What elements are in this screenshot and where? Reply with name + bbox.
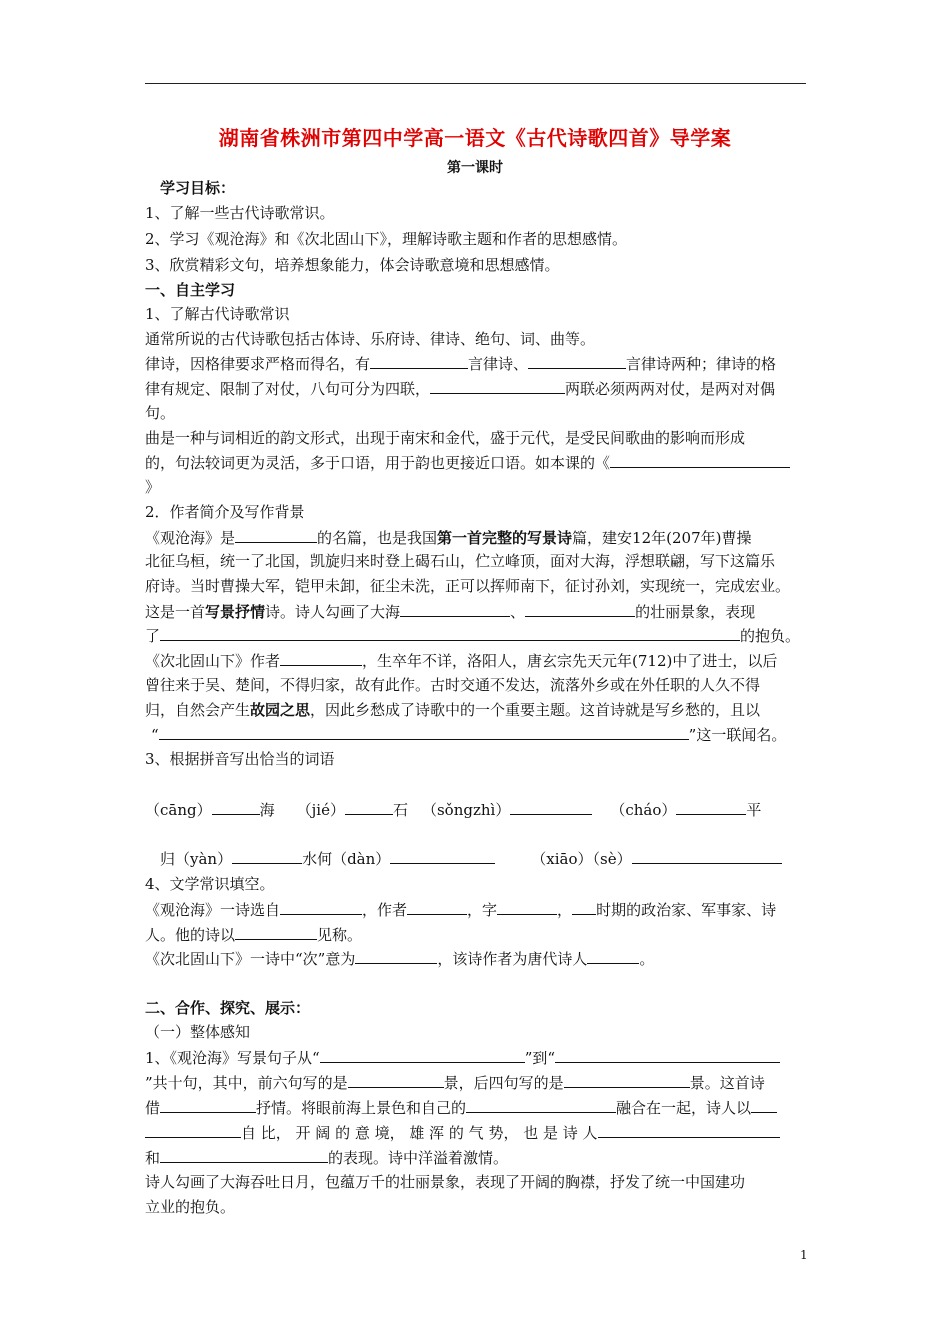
text-line: 句。 <box>145 404 176 422</box>
learning-goals-heading: 学习目标： <box>160 179 236 197</box>
text-line: 曲是一种与词相近的韵文形式，出现于南宋和金代，盛于元代，是受民间歌曲的影响而形成 <box>145 429 746 447</box>
goal-1: 1、了解一些古代诗歌常识。 <box>145 204 335 222</box>
blank-field[interactable] <box>572 899 596 915</box>
page-number: 1 <box>800 1248 808 1262</box>
blank-field[interactable] <box>676 799 746 815</box>
blank-field[interactable] <box>510 799 592 815</box>
text-line: 律诗，因格律要求严格而得名，有 言律诗、 言律诗两种；律诗的格 <box>145 355 777 373</box>
blank-field[interactable] <box>587 948 639 964</box>
text-line: 北征乌桓，统一了北国，凯旋归来时登上碣石山，伫立峰顶，面对大海，浮想联翩，写下这篇乐 <box>145 552 776 570</box>
blank-field[interactable] <box>525 601 635 617</box>
text-line: 1、《观沧海》写景句子从“ ”到“ <box>145 1047 820 1068</box>
pinyin-row: 归（yàn） 水何（dàn） （xiāo）（sè） <box>160 848 835 869</box>
text-line: 人。他的诗以 见称。 <box>145 926 363 944</box>
blank-field[interactable] <box>280 650 362 666</box>
blank-field[interactable] <box>280 899 362 915</box>
blank-field[interactable] <box>145 1122 241 1138</box>
blank-field[interactable] <box>232 848 302 864</box>
text-line: 的，句法较词更为灵活，多于口语，用于韵也更接近口语。如本课的《 <box>145 452 820 473</box>
text-line: 律有规定、限制了对仗，八句可分为四联， 两联必须两两对仗，是两对对偶 <box>145 380 776 398</box>
text-line: 曾往来于吴、楚间，不得归家，故有此作。古时交通不发达，流落外乡或在外任职的人久不得 <box>145 676 761 694</box>
blank-field[interactable] <box>751 1097 777 1113</box>
text-line: “ ”这一联闻名。 <box>151 726 787 744</box>
text-line: 诗人勾画了大海吞吐日月，包蕴万千的壮丽景象，表现了开阔的胸襟，抒发了统一中国建功 <box>145 1173 746 1191</box>
blank-field[interactable] <box>430 378 565 394</box>
text-line: 借 抒情。将眼前海上景色和自己的 融合在一起，诗人以 <box>145 1097 820 1118</box>
goal-3: 3、欣赏精彩文句，培养想象能力，体会诗歌意境和思想感情。 <box>145 256 560 274</box>
blank-field[interactable] <box>160 625 740 641</box>
text-line: 自 比， 开 阔 的 意 境， 雄 浑 的 气 势， 也 是 诗 人 <box>145 1122 820 1143</box>
text-line: 和 的表现。诗中洋溢着激情。 <box>145 1149 509 1167</box>
text-line: 归，自然会产生故园之思，因此乡愁成了诗歌中的一个重要主题。这首诗就是写乡愁的，且以 <box>145 701 761 719</box>
pinyin-row: （cāng） 海 （jié） 石 （sǒngzhì） （cháo） 平 <box>145 801 762 819</box>
text-line: 立业的抱负。 <box>145 1198 236 1216</box>
page-title: 湖南省株洲市第四中学高一语文《古代诗歌四首》导学案 <box>218 126 732 150</box>
goal-2: 2、学习《观沧海》和《次北固山下》，理解诗歌主题和作者的思想感情。 <box>145 230 628 248</box>
blank-field[interactable] <box>348 1072 444 1088</box>
text-line: ”共十句，其中，前六句写的是 景，后四句写的是 景。这首诗 <box>145 1074 765 1092</box>
text-line: 》 <box>145 478 161 496</box>
text-line: 《次北固山下》作者 ，生卒年不详，洛阳人，唐玄宗先天元年(712)中了进士，以后 <box>145 652 778 670</box>
blank-field[interactable] <box>400 601 510 617</box>
blank-field[interactable] <box>235 924 317 940</box>
blank-field[interactable] <box>497 899 557 915</box>
blank-field[interactable] <box>407 899 467 915</box>
blank-field[interactable] <box>160 1097 256 1113</box>
page-subtitle: 第一课时 <box>447 160 503 176</box>
blank-field[interactable] <box>610 452 790 468</box>
blank-field[interactable] <box>528 353 626 369</box>
text-line: 府诗。当时曹操大军，铠甲未卸，征尘未洗，正可以挥师南下，征讨孙刘，实现统一，完成宏业。 <box>145 577 791 595</box>
subsection-3-heading: 3、根据拼音写出恰当的词语 <box>145 750 335 768</box>
blank-field[interactable] <box>212 799 260 815</box>
text-line: 《观沧海》是 的名篇，也是我国第一首完整的写景诗篇，建安12年(207年)曹操 <box>145 529 752 547</box>
section-2-heading: 二、合作、探究、展示： <box>145 999 311 1017</box>
blank-field[interactable] <box>159 724 689 740</box>
text-line: 通常所说的古代诗歌包括古体诗、乐府诗、律诗、绝句、词、曲等。 <box>145 330 596 348</box>
text-line: 这是一首写景抒情诗。诗人勾画了大海 、 的壮丽景象，表现 <box>145 603 756 621</box>
blank-field[interactable] <box>370 353 468 369</box>
text-line: 《观沧海》一诗选自 ，作者 ，字 ， 时期的政治家、军事家、诗 <box>145 901 777 919</box>
blank-field[interactable] <box>235 527 317 543</box>
blank-field[interactable] <box>632 848 782 864</box>
blank-field[interactable] <box>564 1072 690 1088</box>
blank-field[interactable] <box>555 1047 780 1063</box>
section-1-heading: 一、自主学习 <box>145 281 236 299</box>
blank-field[interactable] <box>390 848 495 864</box>
subsection-4-heading: 4、文学常识填空。 <box>145 875 275 893</box>
blank-field[interactable] <box>320 1047 525 1063</box>
blank-field[interactable] <box>160 1147 328 1163</box>
subsection-2-heading: 2．作者简介及写作背景 <box>145 503 305 521</box>
blank-field[interactable] <box>466 1097 616 1113</box>
subsection-1-heading: 1、了解古代诗歌常识 <box>145 305 290 323</box>
text-line: 了 的抱负。 <box>145 627 801 645</box>
blank-field[interactable] <box>355 948 437 964</box>
text-line: 《次北固山下》一诗中“次”意为 ，该诗作者为唐代诗人 。 <box>145 950 655 968</box>
subsection-heading: （一）整体感知 <box>145 1023 251 1041</box>
blank-field[interactable] <box>598 1122 780 1138</box>
blank-field[interactable] <box>345 799 393 815</box>
header-rule <box>145 83 806 84</box>
